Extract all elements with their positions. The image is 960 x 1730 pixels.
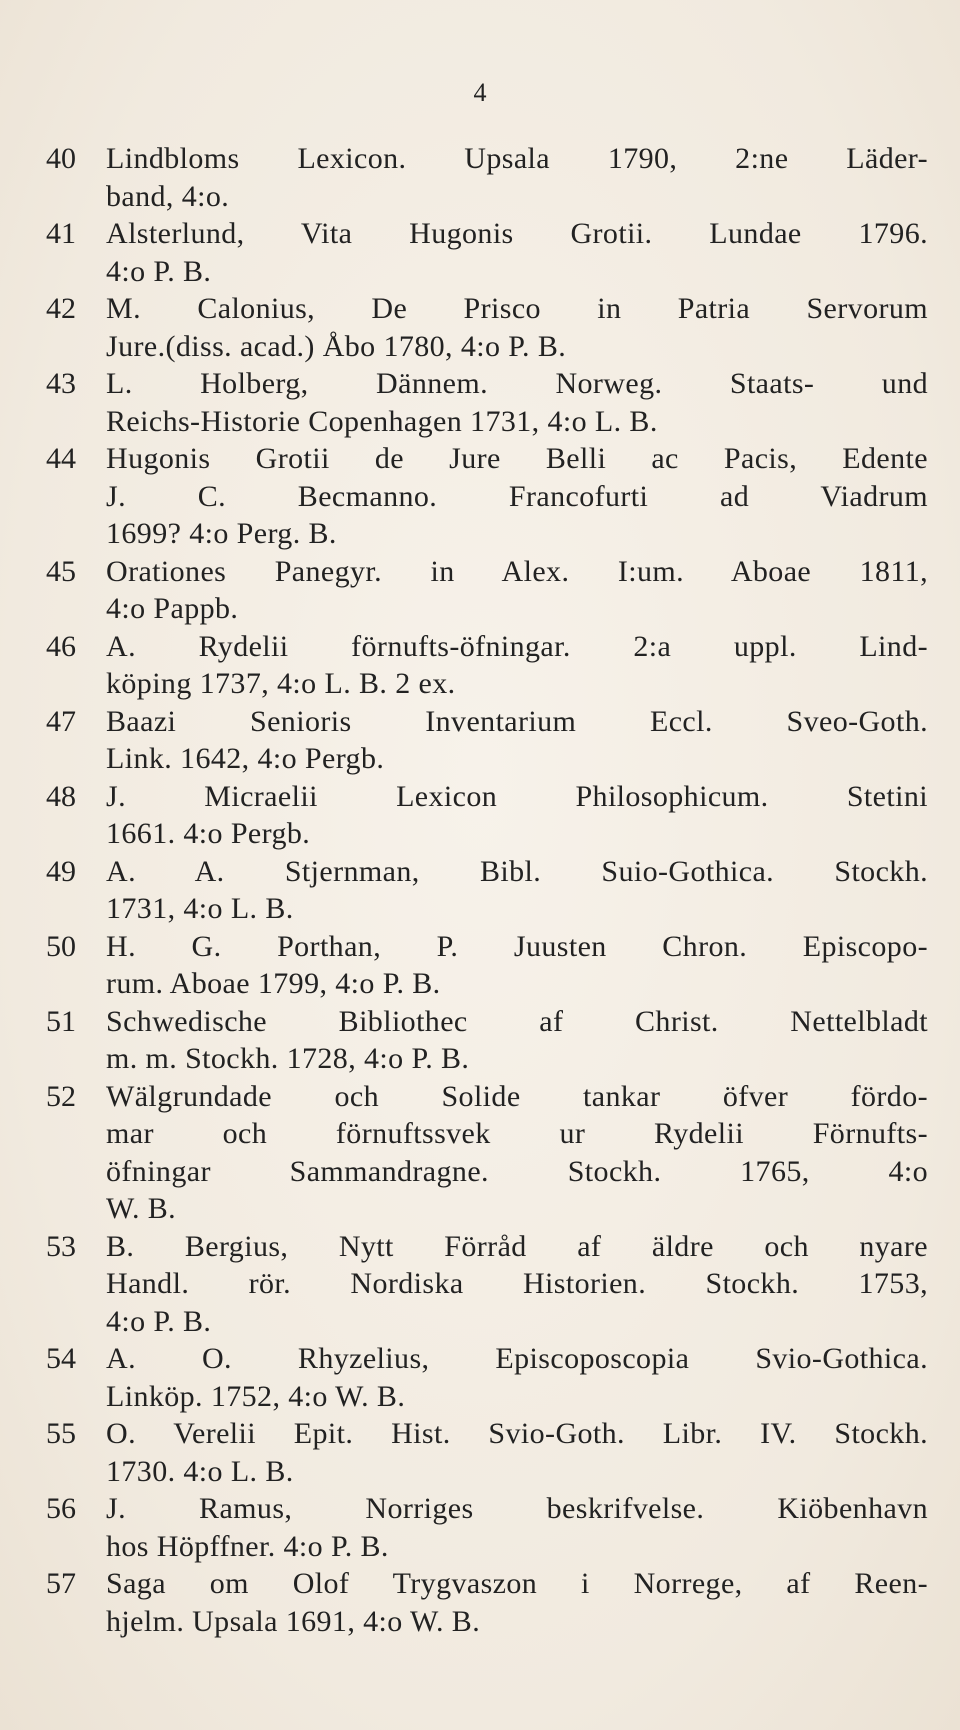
entry-number: 40	[46, 142, 76, 175]
catalog-entries	[46, 140, 928, 1640]
catalog-entry	[46, 365, 928, 440]
entry-text-line: 4:o P. B.	[106, 1304, 212, 1338]
entry-text-line: hos Höpffner. 4:o P. B.	[106, 1529, 389, 1563]
entry-text-line: rum. Aboae 1799, 4:o P. B.	[106, 967, 441, 1000]
entry-text-line: A. Rydelii förnufts-öfningar. 2:a uppl. Lind-	[106, 629, 928, 663]
catalog-entry	[46, 140, 928, 215]
entry-number: 57	[46, 1567, 76, 1600]
entry-text-line: Schwedische Bibliothec af Christ. Nettelbladt	[106, 1004, 928, 1038]
entry-text-line: Wälgrundade och Solide tankar öfver fördo-	[106, 1079, 928, 1113]
catalog-entry	[46, 1340, 928, 1415]
entry-number: 41	[46, 217, 76, 250]
entry-text-line: J. C. Becmanno. Francofurti ad Viadrum	[106, 479, 928, 513]
entry-number: 47	[46, 704, 76, 738]
catalog-entry	[46, 215, 928, 290]
entry-text-line: Reichs-Historie Copenhagen 1731, 4:o L. B.	[106, 404, 658, 438]
catalog-entry	[46, 1415, 928, 1490]
entry-number: 50	[46, 929, 76, 963]
entry-text-line: Handl. rör. Nordiska Historien. Stockh. 1753,	[106, 1267, 928, 1300]
entry-text-line: A. O. Rhyzelius, Episcoposcopia Svio-Gothica.	[106, 1342, 928, 1375]
entry-number: 51	[46, 1004, 76, 1038]
entry-text-line: Link. 1642, 4:o Pergb.	[106, 742, 385, 775]
catalog-entry	[46, 553, 928, 628]
catalog-entry	[46, 290, 928, 365]
entry-text-line: M. Calonius, De Prisco in Patria Servorum	[106, 292, 928, 325]
entry-number: 53	[46, 1229, 76, 1263]
entry-text-line: m. m. Stockh. 1728, 4:o P. B.	[106, 1042, 470, 1075]
entry-number: 43	[46, 367, 76, 400]
entry-number: 42	[46, 292, 76, 325]
catalog-entry	[46, 853, 928, 928]
catalog-entry	[46, 1228, 928, 1341]
entry-text-line: J. Ramus, Norriges beskrifvelse. Kiöbenhavn	[106, 1492, 928, 1525]
entry-number: 46	[46, 629, 76, 663]
entry-text-line: hjelm. Upsala 1691, 4:o W. B.	[106, 1604, 481, 1638]
entry-text-line: L. Holberg, Dännem. Norweg. Staats- und	[106, 367, 928, 400]
catalog-entry	[46, 1565, 928, 1640]
entry-text-line: band, 4:o.	[106, 179, 230, 213]
entry-number: 55	[46, 1417, 76, 1450]
entry-text-line: 1661. 4:o Pergb.	[106, 817, 311, 850]
entry-text-line: 1730. 4:o L. B.	[106, 1454, 294, 1488]
entry-number: 54	[46, 1342, 76, 1375]
catalog-entry	[46, 1490, 928, 1565]
entry-text-line: Linköp. 1752, 4:o W. B.	[106, 1379, 406, 1413]
entry-text-line: 4:o Pappb.	[106, 592, 239, 625]
entry-number: 48	[46, 779, 76, 813]
entry-text-line: 1731, 4:o L. B.	[106, 892, 294, 925]
entry-number: 45	[46, 554, 76, 588]
entry-text-line: mar och förnuftssvek ur Rydelii Förnufts-	[106, 1117, 928, 1150]
page-number: 4	[473, 78, 487, 107]
entry-text-line: Baazi Senioris Inventarium Eccl. Sveo-Goth.	[106, 704, 928, 738]
entry-text-line: 1699? 4:o Perg. B.	[106, 517, 337, 550]
entry-text-line: Alsterlund, Vita Hugonis Grotii. Lundae 1796.	[106, 217, 928, 250]
entry-text-line: A. A. Stjernman, Bibl. Suio-Gothica. Stockh.	[106, 854, 928, 888]
entry-number: 49	[46, 854, 76, 888]
entry-text-line: Jure.(diss. acad.) Åbo 1780, 4:o P. B.	[106, 329, 567, 363]
catalog-entry	[46, 1003, 928, 1078]
entry-text-line: 4:o P. B.	[106, 254, 212, 288]
entry-text-line: Lindbloms Lexicon. Upsala 1790, 2:ne Läder-	[106, 142, 928, 175]
catalog-entry	[46, 1078, 928, 1228]
entry-text-line: Saga om Olof Trygvaszon i Norrege, af Reen-	[106, 1567, 928, 1600]
catalog-entry	[46, 440, 928, 553]
catalog-entry	[46, 628, 928, 703]
catalog-entry	[46, 928, 928, 1003]
entry-number: 52	[46, 1079, 76, 1113]
entry-text-line: köping 1737, 4:o L. B. 2 ex.	[106, 667, 456, 700]
entry-text-line: H. G. Porthan, P. Juusten Chron. Episcopo-	[106, 929, 928, 963]
catalog-entry	[46, 778, 928, 853]
entry-text-line: O. Verelii Epit. Hist. Svio-Goth. Libr. IV. Stockh.	[106, 1417, 928, 1450]
entry-number: 56	[46, 1492, 76, 1525]
entry-text-line: W. B.	[106, 1192, 177, 1225]
entry-text-line: B. Bergius, Nytt Förråd af äldre och nyare	[106, 1229, 928, 1263]
catalog-entry	[46, 703, 928, 778]
entry-text-line: Hugonis Grotii de Jure Belli ac Pacis, Edente	[106, 442, 928, 475]
entry-number: 44	[46, 442, 76, 475]
entry-text-line: J. Micraelii Lexicon Philosophicum. Stetini	[106, 779, 928, 813]
entry-text-line: öfningar Sammandragne. Stockh. 1765, 4:o	[106, 1154, 928, 1188]
entry-text-line: Orationes Panegyr. in Alex. I:um. Aboae 1811,	[106, 554, 928, 588]
